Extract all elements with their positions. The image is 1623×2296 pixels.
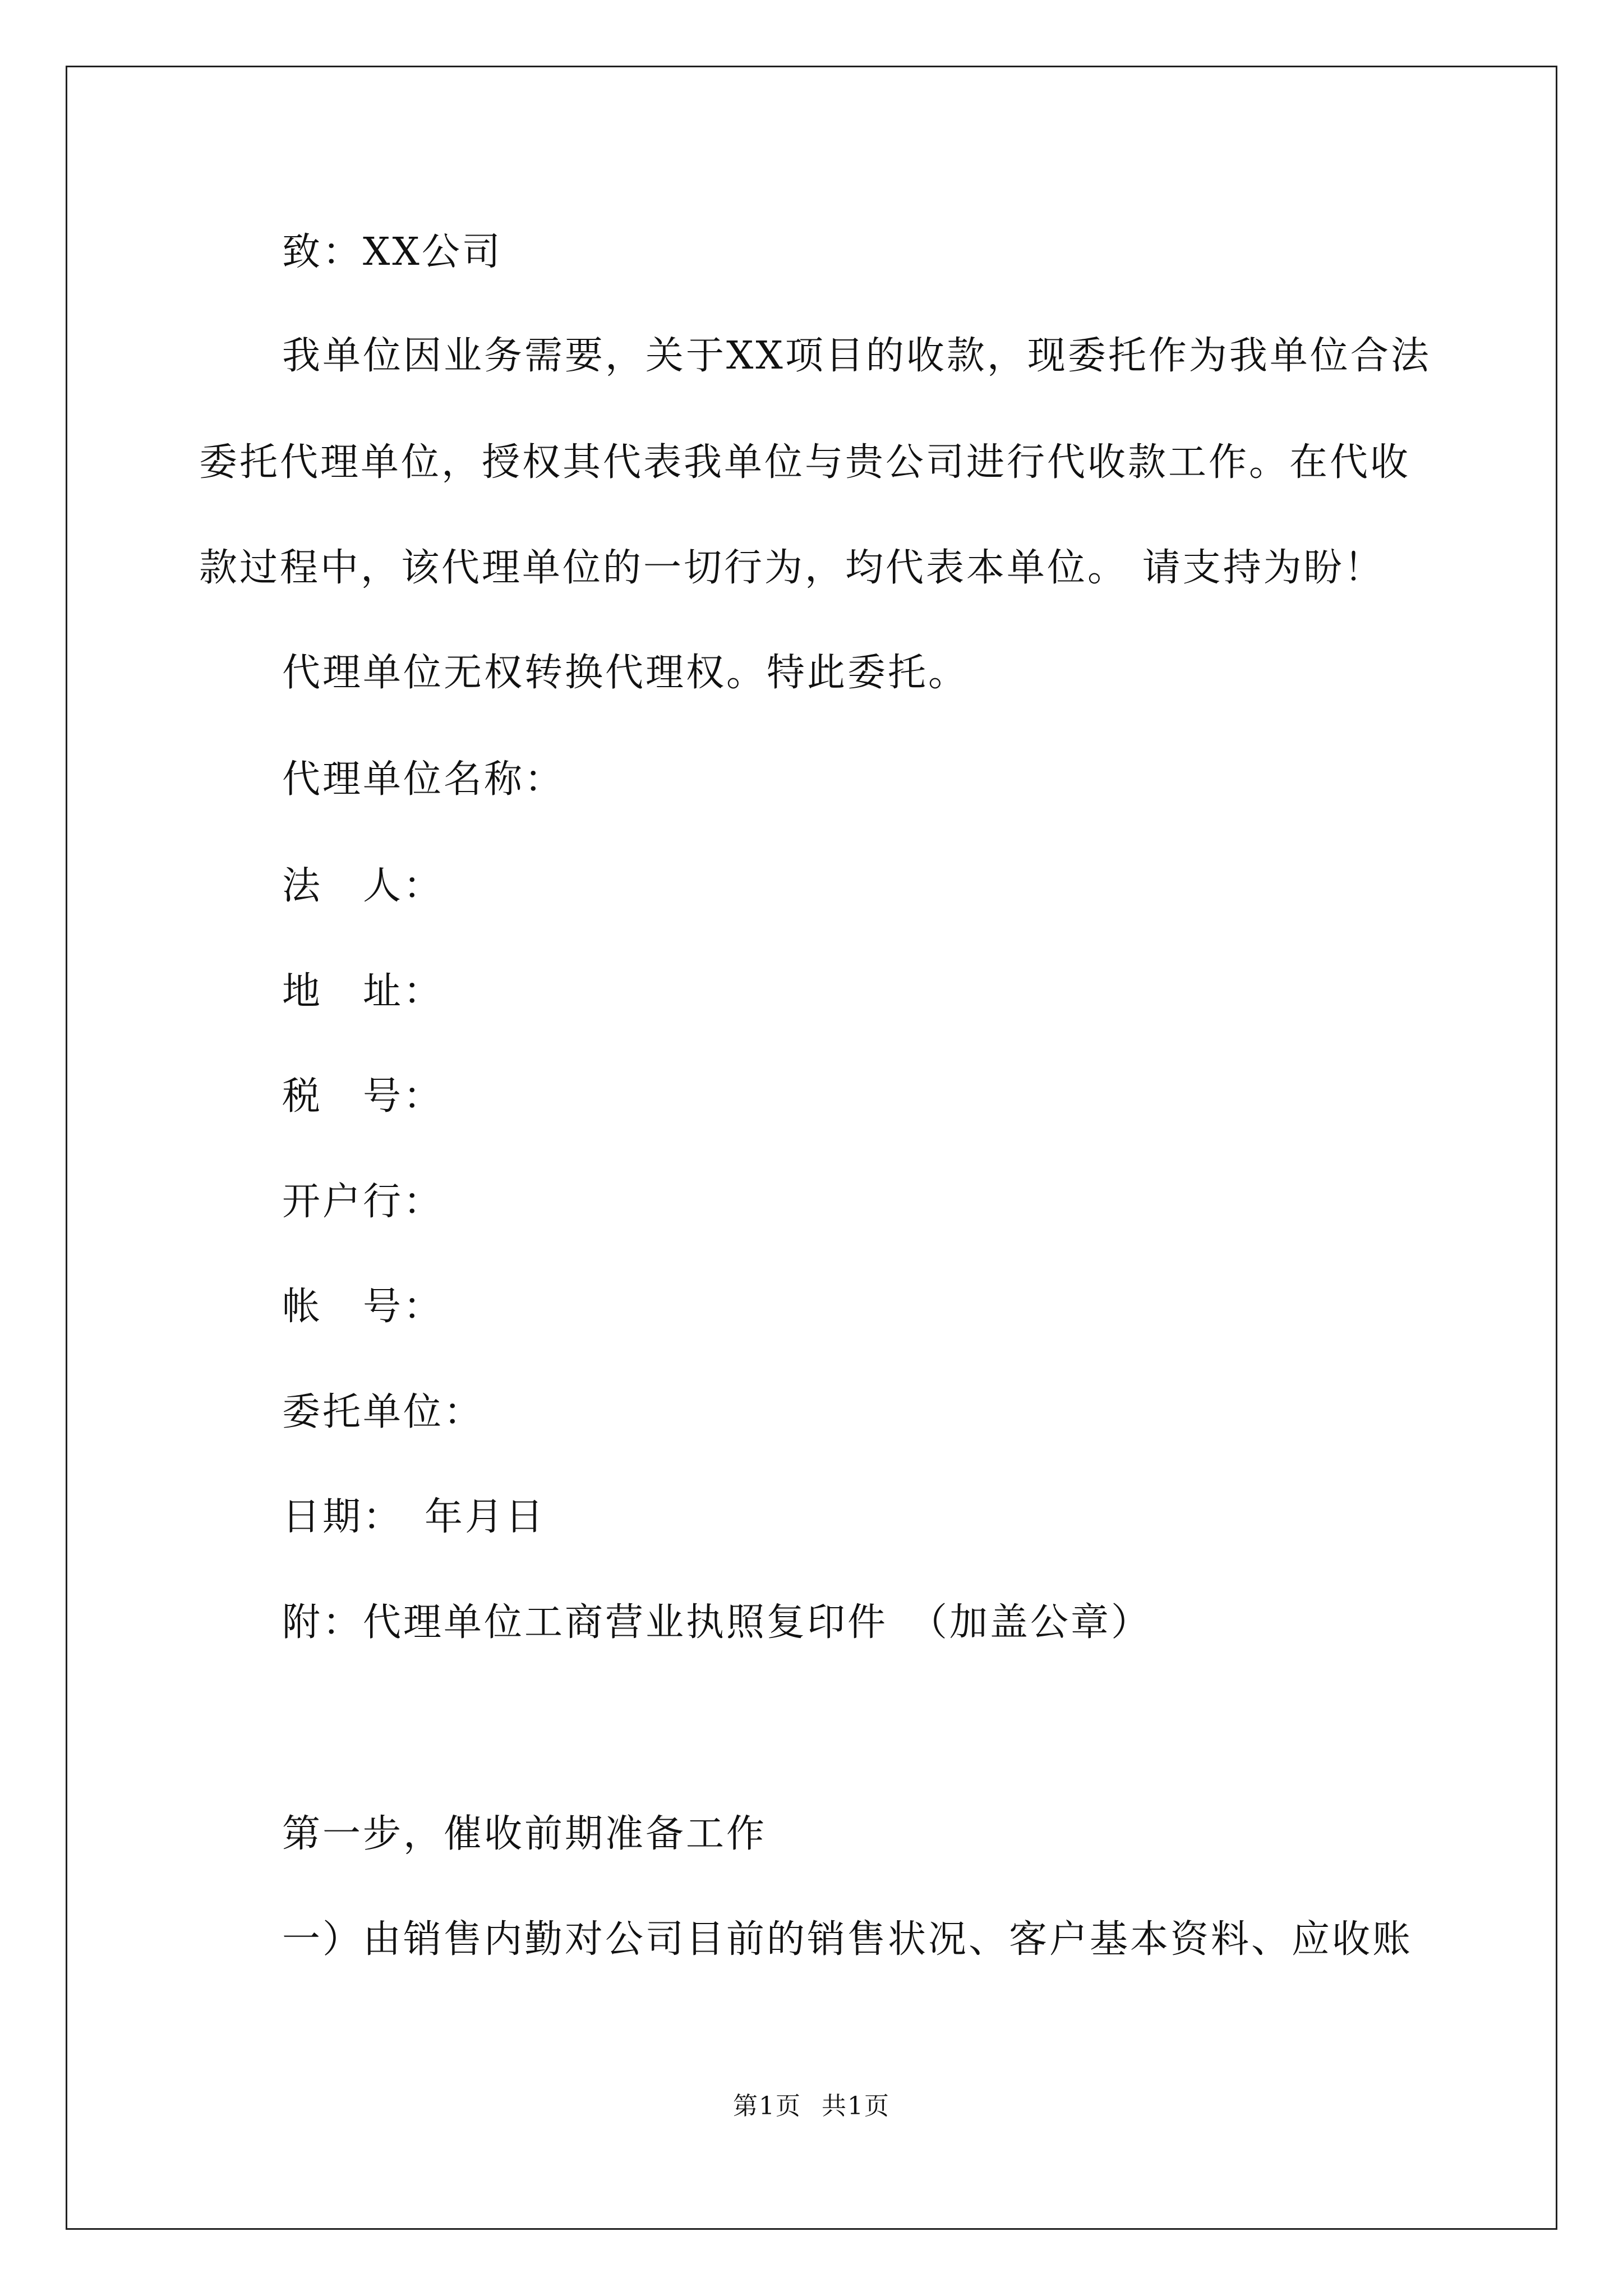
page-total: 共1页	[822, 2092, 890, 2120]
principal-unit-field: 委托单位：	[282, 1390, 485, 1434]
attachment-line: 附：代理单位工商营业执照复印件 （加盖公章）	[282, 1600, 1152, 1645]
section-heading: 第一步，催收前期准备工作	[282, 1812, 767, 1856]
tax-number-field: 税 号：	[282, 1074, 444, 1119]
page-border	[66, 66, 1557, 2230]
addressee-line: 致：XX公司	[282, 230, 502, 274]
account-number-field: 帐 号：	[282, 1285, 444, 1329]
body-paragraph-line-3: 款过程中，该代理单位的一切行为，均代表本单位。 请支持为盼！	[199, 546, 1385, 590]
section-item-1: 一）由销售内勤对公司目前的销售状况、客户基本资料、应收账	[282, 1917, 1413, 1962]
agent-name-field: 代理单位名称：	[282, 757, 565, 802]
no-transfer-line: 代理单位无权转换代理权。特此委托。	[282, 651, 969, 695]
date-field: 日期： 年月日	[282, 1495, 546, 1539]
page-current: 第1页	[733, 2092, 801, 2120]
body-paragraph-line-2: 委托代理单位，授权其代表我单位与贵公司进行代收款工作。在代收	[199, 440, 1411, 485]
bank-field: 开户行：	[282, 1180, 444, 1224]
legal-person-field: 法 人：	[282, 864, 444, 908]
body-paragraph-line-1: 我单位因业务需要，关于XX项目的收款，现委托作为我单位合法	[282, 334, 1431, 378]
page-footer	[0, 2091, 1623, 2122]
address-field: 地 址：	[282, 969, 444, 1014]
